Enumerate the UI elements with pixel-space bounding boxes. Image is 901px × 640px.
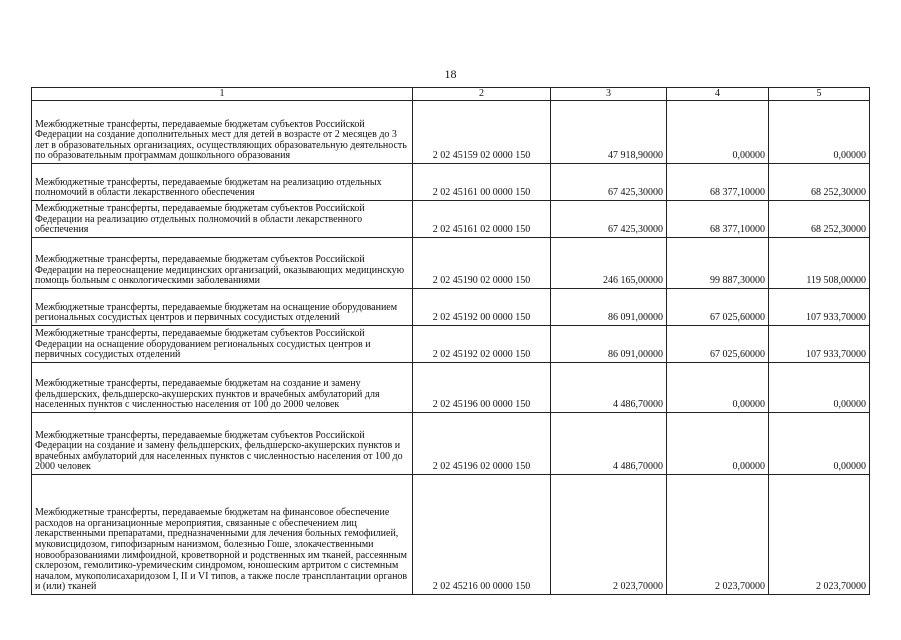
row-value-col4: 67 025,60000 xyxy=(667,326,769,363)
row-value-col3: 86 091,00000 xyxy=(551,289,667,326)
row-code: 2 02 45161 00 0000 150 xyxy=(413,164,551,201)
row-code: 2 02 45216 00 0000 150 xyxy=(413,475,551,595)
table-row xyxy=(32,164,870,201)
column-header: 2 xyxy=(413,88,551,101)
row-description: Межбюджетные трансферты, передаваемые бюджетам субъектов Российской Федерации на создание дополнительных мест для детей в возрасте от 2 месяцев до 3 лет в образовательных организациях, осуществляющих образовательную деятельность по образовательным программам дошкольного образования xyxy=(32,101,413,164)
row-code: 2 02 45196 00 0000 150 xyxy=(413,363,551,413)
column-header: 1 xyxy=(32,88,413,101)
row-description: Межбюджетные трансферты, передаваемые бюджетам на создание и замену фельдшерских, фельдшерско-акушерских пунктов и врачебных амбулаторий для населенных пунктов с численностью населения от 100 до 2000 человек xyxy=(32,363,413,413)
row-value-col3: 67 425,30000 xyxy=(551,201,667,238)
row-code: 2 02 45196 02 0000 150 xyxy=(413,413,551,475)
table-row xyxy=(32,326,870,363)
row-value-col5: 68 252,30000 xyxy=(769,201,870,238)
row-code: 2 02 45161 02 0000 150 xyxy=(413,201,551,238)
row-value-col5: 107 933,70000 xyxy=(769,326,870,363)
row-code: 2 02 45159 02 0000 150 xyxy=(413,101,551,164)
row-code: 2 02 45192 00 0000 150 xyxy=(413,289,551,326)
table-row xyxy=(32,363,870,413)
table-header-row xyxy=(32,88,870,101)
row-value-col4: 99 887,30000 xyxy=(667,238,769,289)
budget-table xyxy=(31,87,870,595)
table-row xyxy=(32,475,870,595)
row-description: Межбюджетные трансферты, передаваемые бюджетам субъектов Российской Федерации на создание и замену фельдшерских, фельдшерско-акушерских пунктов и врачебных амбулаторий для населенных пунктов с численностью населения от 100 до 2000 человек xyxy=(32,413,413,475)
row-value-col5: 0,00000 xyxy=(769,101,870,164)
row-description: Межбюджетные трансферты, передаваемые бюджетам субъектов Российской Федерации на реализацию отдельных полномочий в области лекарственного обеспечения xyxy=(32,201,413,238)
row-value-col3: 2 023,70000 xyxy=(551,475,667,595)
row-code: 2 02 45190 02 0000 150 xyxy=(413,238,551,289)
row-value-col4: 67 025,60000 xyxy=(667,289,769,326)
row-value-col4: 0,00000 xyxy=(667,413,769,475)
row-value-col5: 0,00000 xyxy=(769,413,870,475)
row-description: Межбюджетные трансферты, передаваемые бюджетам субъектов Российской Федерации на переоснащение медицинских организаций, оказывающих медицинскую помощь больным с онкологическими заболеваниями xyxy=(32,238,413,289)
row-value-col4: 68 377,10000 xyxy=(667,164,769,201)
row-description: Межбюджетные трансферты, передаваемые бюджетам субъектов Российской Федерации на оснащение оборудованием региональных сосудистых центров и первичных сосудистых отделений xyxy=(32,326,413,363)
row-value-col3: 86 091,00000 xyxy=(551,326,667,363)
row-value-col4: 68 377,10000 xyxy=(667,201,769,238)
column-header: 3 xyxy=(551,88,667,101)
row-value-col5: 2 023,70000 xyxy=(769,475,870,595)
row-value-col4: 0,00000 xyxy=(667,363,769,413)
row-description: Межбюджетные трансферты, передаваемые бюджетам на оснащение оборудованием региональных сосудистых центров и первичных сосудистых отделений xyxy=(32,289,413,326)
column-header: 5 xyxy=(769,88,870,101)
row-value-col5: 107 933,70000 xyxy=(769,289,870,326)
row-value-col5: 119 508,00000 xyxy=(769,238,870,289)
row-code: 2 02 45192 02 0000 150 xyxy=(413,326,551,363)
row-description: Межбюджетные трансферты, передаваемые бюджетам на финансовое обеспечение расходов на организационные мероприятия, связанные с обеспечением лиц лекарственными препаратами, предназначенными для лечения больных гемофилией, муковисцидозом, гипофизарным нанизмом, болезнью Гоше, злокачественными новообразованиями лимфоидной, кроветворной и родственных им тканей, рассеянным склерозом, гемолитико-уремическим синдромом, юношеским артритом с системным началом, мукополисахаридозом I, II и VI типов, а также после трансплантации органов и (или) тканей xyxy=(32,475,413,595)
row-description: Межбюджетные трансферты, передаваемые бюджетам на реализацию отдельных полномочий в области лекарственного обеспечения xyxy=(32,164,413,201)
row-value-col3: 67 425,30000 xyxy=(551,164,667,201)
row-value-col3: 246 165,00000 xyxy=(551,238,667,289)
row-value-col3: 4 486,70000 xyxy=(551,413,667,475)
table-row xyxy=(32,201,870,238)
table-row xyxy=(32,101,870,164)
row-value-col3: 4 486,70000 xyxy=(551,363,667,413)
row-value-col5: 68 252,30000 xyxy=(769,164,870,201)
table-row xyxy=(32,413,870,475)
page-number: 18 xyxy=(444,67,457,81)
column-header: 4 xyxy=(667,88,769,101)
row-value-col5: 0,00000 xyxy=(769,363,870,413)
row-value-col4: 2 023,70000 xyxy=(667,475,769,595)
row-value-col3: 47 918,90000 xyxy=(551,101,667,164)
table-row xyxy=(32,289,870,326)
table-row xyxy=(32,238,870,289)
row-value-col4: 0,00000 xyxy=(667,101,769,164)
